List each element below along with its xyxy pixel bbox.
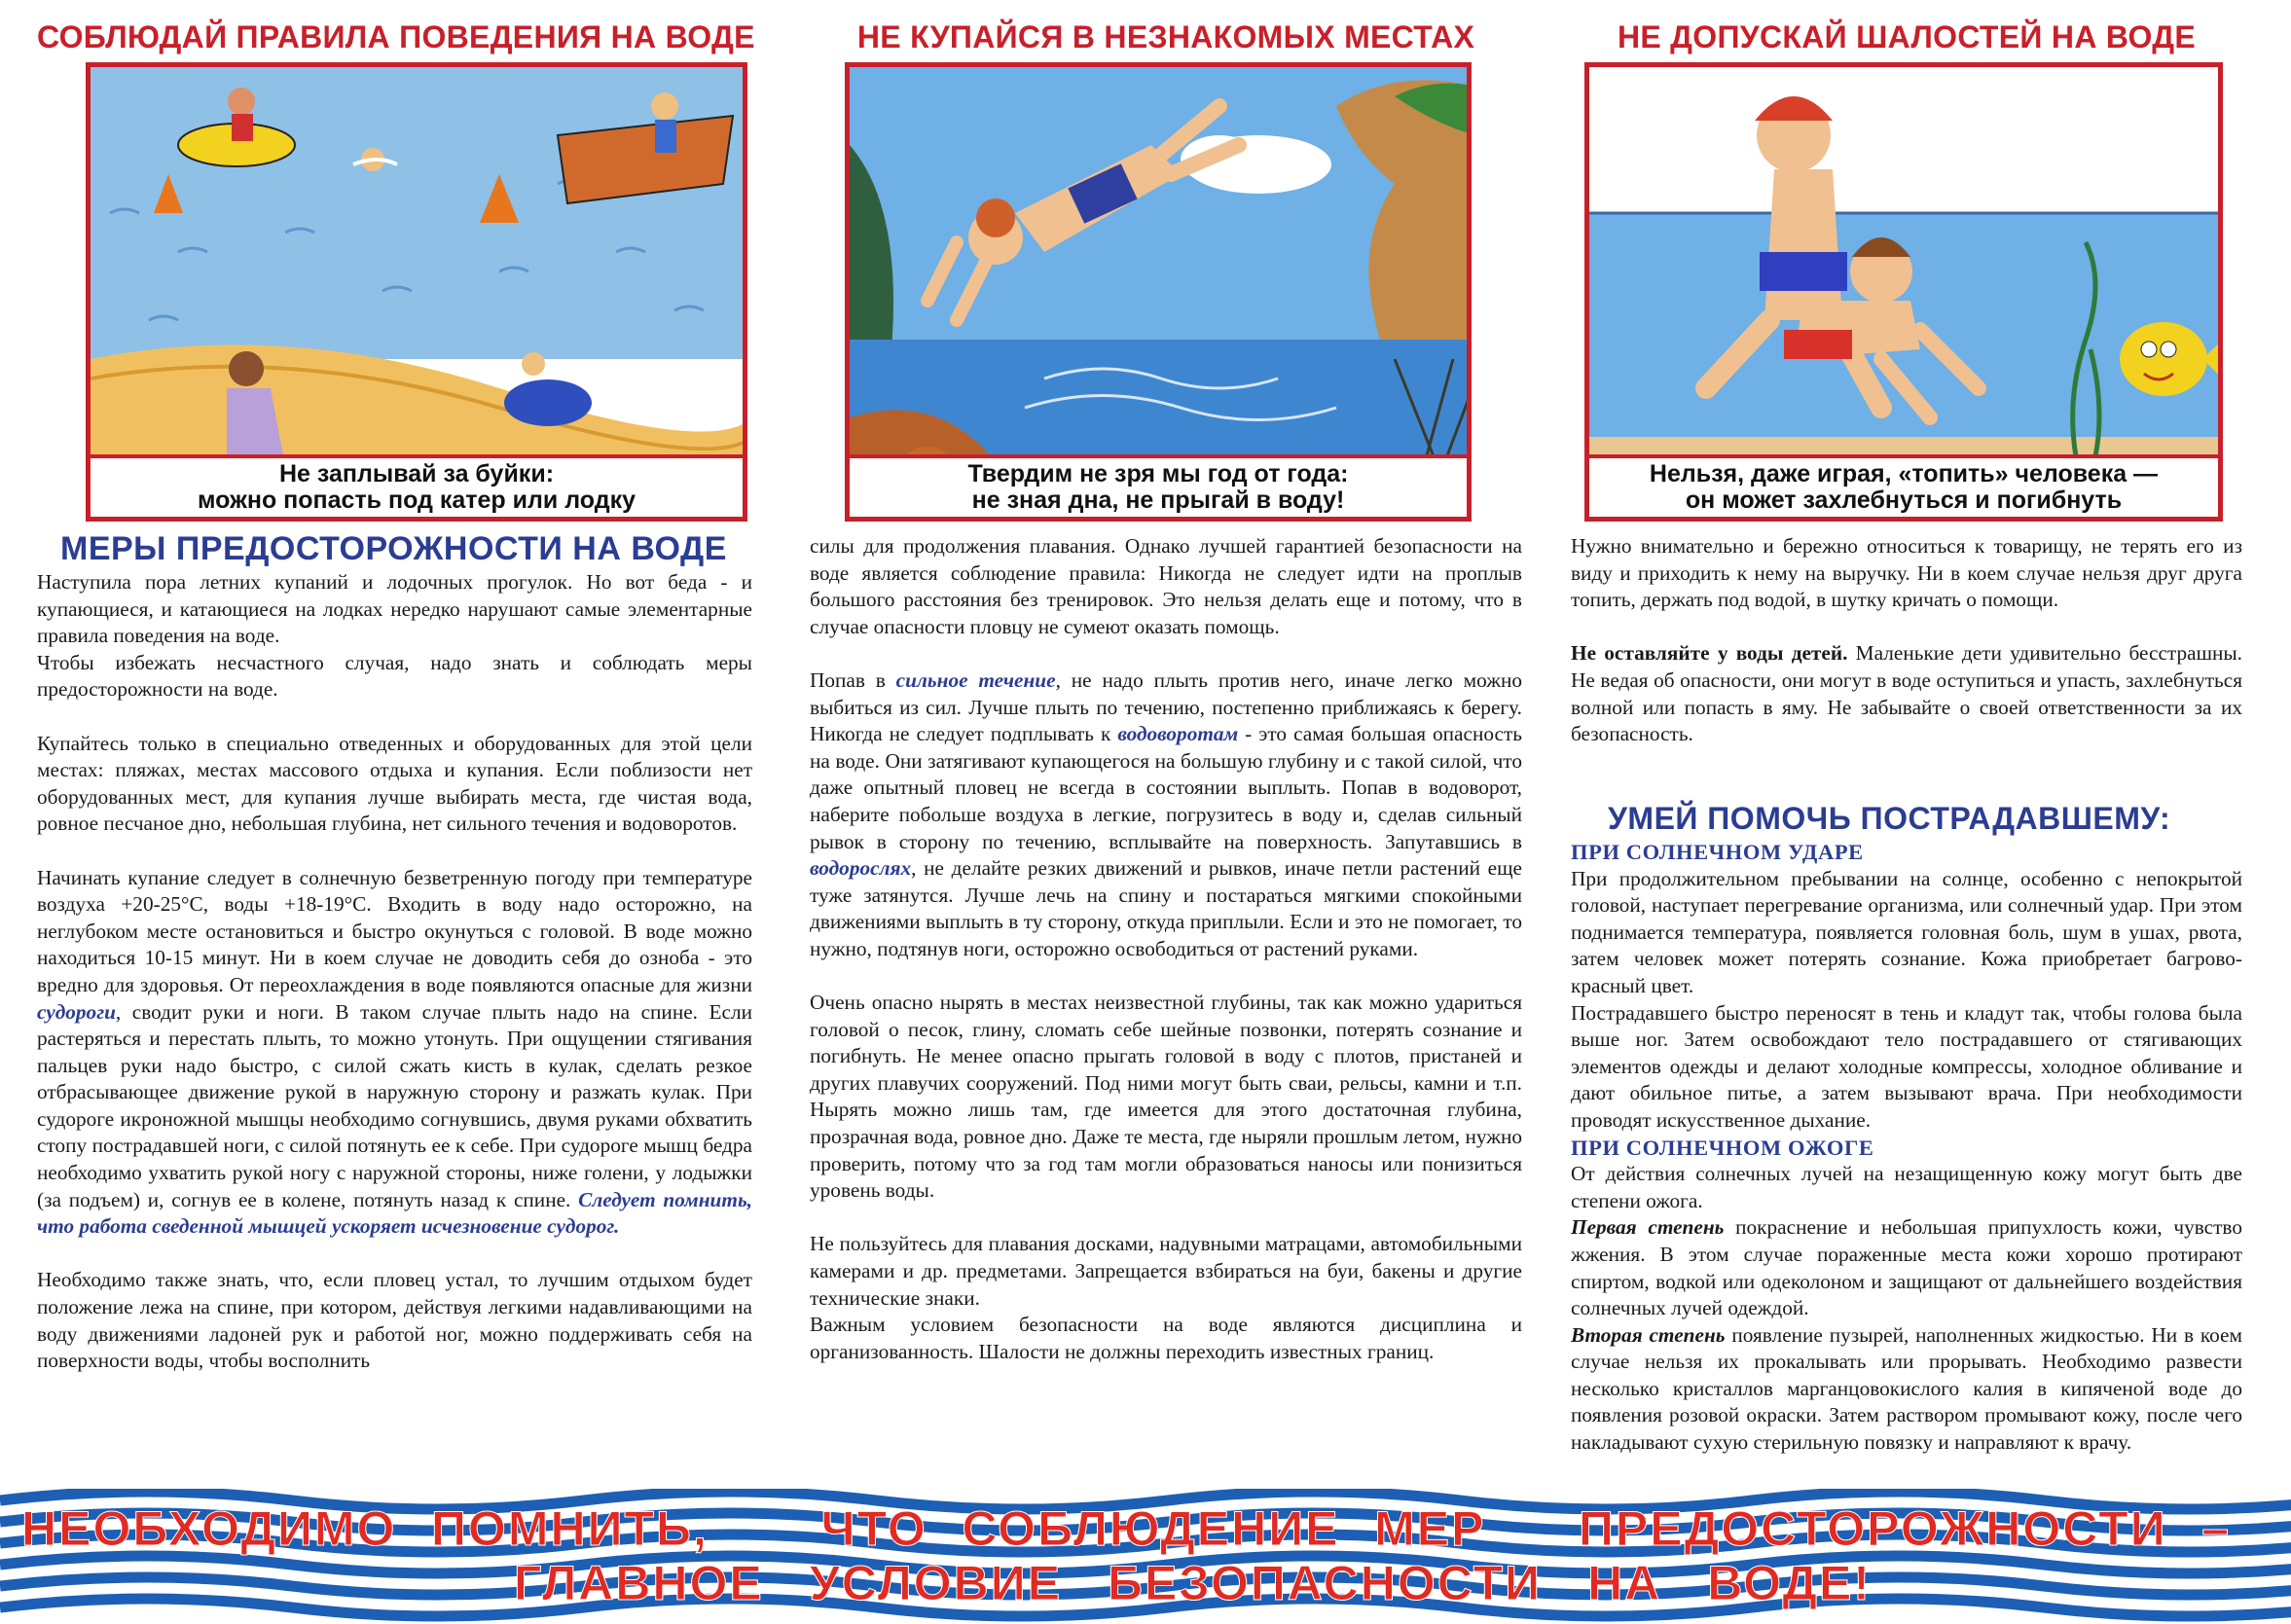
sunstroke-paragraph-1: При продолжительном пребывании на солнце, особенно с непокрытой головой, наступает перегревание организма, или солнечный удар. При этом поднимается температура, появляется головная боль, шум в ушах, рвота, затем человек может потерять сознание. Кожа приобретает багрово-красный цвет. <box>1571 866 2242 997</box>
first-degree-text: покраснение и небольшая припухлость кожи, чувство жжения. В этом случае пораженные места кожи хорошо протирают спиртом, водкой или одеколоном и защищают от дальнейшего воздействия солнечных лучей одеждой. <box>1571 1215 2242 1320</box>
col2-p2-text-c: - это самая большая опасность на воде. Они затягивают купающегося на большую глубину и с такой силой, что даже опытный пловец не всегда в состоянии выплыть. Попав в водоворот, наберите побольше воздуха в легкие, погрузитесь в воду и, сделав сильный рывок в сторону по течению, всплывайте на поверхность. Запутавшись в <box>810 722 1523 853</box>
col2-paragraph-5: Важным условием безопасности на воде являются дисциплина и организованность. Шалости не должны переходить известных границ. <box>810 1313 1522 1363</box>
beach-buoys-illustration <box>91 67 747 522</box>
panel-3-title: НЕ ДОПУСКАЙ ШАЛОСТЕЙ НА ВОДЕ <box>1617 19 2197 54</box>
pranks-illustration <box>1589 67 2223 522</box>
sunburn-subtitle: ПРИ СОЛНЕЧНОМ ОЖОГЕ <box>1571 1135 1874 1160</box>
help-victim-heading: УМЕЙ ПОМОЧЬ ПОСТРАДАВШЕМУ: <box>1608 801 2171 836</box>
col3-paragraph-2 <box>1571 640 2242 747</box>
panel-1-caption-line-2: можно попасть под катер или лодку <box>198 487 636 514</box>
col1-p4-text-a: Начинать купание следует в солнечную безветренную погоду при температуре воздуха +20-25°С, воды +18-19°С. Входить в воду надо осторожно, на неглубоком месте остановиться и быстро окунуться с головой. В воде можно находиться 10-15 минут. Ни в коем случае не доводить себя до озноба - это вредно для здоровья. От переохлаждения в воде появляются опасные для жизни <box>37 865 752 996</box>
cramps-note: Следует помнить, что работа сведенной мышцей ускоряет исчезновение судорог. <box>37 1187 752 1239</box>
second-degree-text: появление пузырей, наполненных жидкостью. Ни в коем случае нельзя их прокалывать или прорывать. Необходимо развести несколько кристаллов марганцовокислого калия в кипяченой воде до появления розовой окраски. Затем раствором промывают кожу, после чего накладывают сухую стерильную повязку и направляют к врачу. <box>1571 1322 2242 1455</box>
column-1-text <box>37 569 752 1375</box>
panel-2-illustration <box>845 62 1472 522</box>
col1-paragraph-1: Наступила пора летних купаний и лодочных прогулок. Но вот беда - и купающиеся, и катающиеся на лодках нередко нарушают самые элементарные правила поведения на воде. <box>37 570 752 648</box>
diving-illustration <box>850 67 1472 522</box>
panel-1-caption-line-1: Не заплывай за буйки: <box>278 460 555 487</box>
col1-paragraph-2: Чтобы избежать несчастного случая, надо знать и соблюдать меры предосторожности на воде. <box>37 650 752 702</box>
col1-paragraph-5: Необходимо также знать, что, если пловец устал, то лучшим отдыхом будет положение лежа на спине, при котором, действуя легкими надавливающими на воду движениями ладоней рук и работой ног, можно поддерживать себя на поверхности воды, чтобы восполнить <box>37 1268 752 1373</box>
col1-paragraph-3: Купайтесь только в специально отведенных и оборудованных для этой цели местах: пляжах, местах массового отдыха и купания. Если поблизости нет оборудованных мест, для купания лучше выбирать места, где чистая вода, ровное песчаное дно, небольшая глубина, нет сильного течения и водоворотов. <box>37 731 752 836</box>
panel-2-caption-line-2: не зная дна, не прыгай в воду! <box>971 487 1345 514</box>
sunburn-paragraph-1: От действия солнечных лучей на незащищенную кожу могут быть две степени ожога. <box>1571 1162 2242 1212</box>
panel-3-caption-line-1: Нельзя, даже играя, «топить» человека — <box>1649 460 2159 487</box>
column-3-text <box>1571 533 2242 748</box>
column-3-first-aid <box>1571 839 2242 1457</box>
banner-word: СОБЛЮДЕНИЕ <box>962 1501 1340 1556</box>
sunburn-degree-1 <box>1571 1214 2242 1321</box>
banner-word: МЕР <box>1374 1501 1486 1556</box>
col2-paragraph-2 <box>810 668 1522 963</box>
col2-paragraph-3: Очень опасно нырять в местах неизвестной глубины, так как можно удариться головой о песок, глину, сломать себе шейные позвонки, потерять сознание и погибнуть. Не менее опасно прыгать головой в воду с плотов, пристаней и других плавучих сооружений. Под ними могут быть сваи, рельсы, камни и т.п. Нырять можно лишь там, где имеется для этого достаточная глубина, прозрачная вода, ровное дно. Даже те места, где ныряли прошлым летом, нужно проверить, потому что за год там могли образоваться наносы или понизиться уровень воды. <box>810 991 1522 1203</box>
seaweed-term: водорослях <box>810 856 912 881</box>
col2-p2-text-b: , не надо плыть против него, иначе легко можно выбиться из сил. Лучше плыть по течению, постепенно приближаясь к берегу. Никогда не следует подплывать к <box>810 668 1523 746</box>
first-degree-label: Первая степень <box>1571 1215 1725 1240</box>
panel-1-caption <box>91 454 743 517</box>
panel-2-caption-line-1: Твердим не зря мы год от года: <box>967 460 1349 487</box>
banner-word: НА <box>1587 1556 1662 1610</box>
banner-word: ВОДЕ! <box>1707 1556 1872 1610</box>
banner-line-2 <box>514 1555 1872 1611</box>
bottom-banner <box>0 1489 2291 1624</box>
sunstroke-subtitle: ПРИ СОЛНЕЧНОМ УДАРЕ <box>1571 840 1864 864</box>
col2-p2-text-d: , не делайте резких движений и рывков, иначе петли растений еще туже затянутся. Лучше лечь на спину и постараться мягкими спокойными движениями выплыть в ту сторону, откуда приплыли. Если и это не помогает, то нужно, подтянув ноги, осторожно освободиться от растений руками. <box>810 856 1522 960</box>
banner-word: БЕЗОПАСНОСТИ <box>1108 1556 1543 1610</box>
banner-word: ЧТО <box>820 1501 927 1556</box>
panel-3-illustration <box>1584 62 2223 522</box>
banner-word: – <box>2201 1501 2231 1556</box>
panel-2-caption <box>850 454 1467 517</box>
col1-paragraph-4 <box>37 865 752 1241</box>
col3-p2-rest: Маленькие дети удивительно бесстрашны. Не ведая об опасности, они могут в воде оступиться и упасть, захлебнуться волной или попасть в яму. Не забывайте о своей ответственности за их безопасность. <box>1571 641 2242 746</box>
banner-word: ПОМНИТЬ, <box>430 1501 709 1556</box>
panel-3-caption-line-2: он может захлебнуться и погибнуть <box>1685 487 2123 514</box>
cramps-term: судороги <box>37 999 116 1024</box>
banner-word: УСЛОВИЕ <box>809 1556 1063 1610</box>
column-2-text <box>810 533 1522 1365</box>
banner-word: ПРЕДОСТОРОЖНОСТИ <box>1578 1501 2167 1556</box>
dont-leave-children: Не оставляйте у воды детей. <box>1571 641 1848 666</box>
panel-1-illustration <box>86 62 747 522</box>
sunstroke-paragraph-2: Пострадавшего быстро переносят в тень и кладут так, чтобы голова была выше ног. Затем освобождают тело пострадавшего от стягивающих элементов одежды и делают холодные компрессы, холодное обливание и дают обильное питье, а затем вызывают врача. При необходимости проводят искусственное дыхание. <box>1571 1000 2242 1132</box>
col2-paragraph-4: Не пользуйтесь для плавания досками, надувными матрацами, автомобильными камерами и др. предметами. Запрещается взбираться на буи, бакены и другие технические знаки. <box>810 1232 1522 1310</box>
whirlpool-term: водоворотам <box>1117 722 1239 746</box>
panel-1-title: СОБЛЮДАЙ ПРАВИЛА ПОВЕДЕНИЯ НА ВОДЕ <box>37 19 755 54</box>
col2-p2-text-a: Попав в <box>810 668 896 692</box>
col1-p4-text-b: , сводит руки и ноги. В таком случае плыть надо на спине. Если растеряться и перестать плыть, то можно утонуть. При ощущении стягивания пальцев руки надо быстро, с силой сжать кисть в кулак, сделать резкое отбрасывающее движение рукой в наружную сторону и разжать кулак. При судороге икроножной мышцы необходимо согнувшись, двумя руками обхватить стопу пострадавшей ноги, с силой потянуть ее к себе. При судороге мышц бедра необходимо ухватить рукой ногу с наружной стороны, ниже голени, у лодыжки (за подъем) и, согнув ее в колене, потянуть назад к спине. <box>37 999 752 1211</box>
panel-3-caption <box>1589 454 2218 517</box>
panel-2-title: НЕ КУПАЙСЯ В НЕЗНАКОМЫХ МЕСТАХ <box>856 19 1475 54</box>
banner-word: ГЛАВНОЕ <box>514 1556 764 1610</box>
second-degree-label: Вторая степень <box>1571 1322 1726 1347</box>
banner-line-1 <box>21 1500 2231 1557</box>
banner-word: НЕОБХОДИМО <box>21 1501 397 1556</box>
sunburn-degree-2 <box>1571 1322 2242 1457</box>
col3-paragraph-1: Нужно внимательно и бережно относиться к товарищу, не терять его из виду и приходить к нему на выручку. Ни в коем случае нельзя друг друга топить, держать под водой, в шутку кричать о помощи. <box>1571 534 2242 612</box>
precautions-heading: МЕРЫ ПРЕДОСТОРОЖНОСТИ НА ВОДЕ <box>60 530 727 567</box>
col2-paragraph-1: силы для продолжения плавания. Однако лучшей гарантией безопасности на воде является соблюдение правила: Никогда не следует идти на проплыв большого расстояния без тренировок. Это нельзя делать еще и потому, что в случае опасности пловцу не сумеют оказать помощь. <box>810 534 1522 638</box>
strong-current-term: сильное течение <box>895 668 1056 692</box>
